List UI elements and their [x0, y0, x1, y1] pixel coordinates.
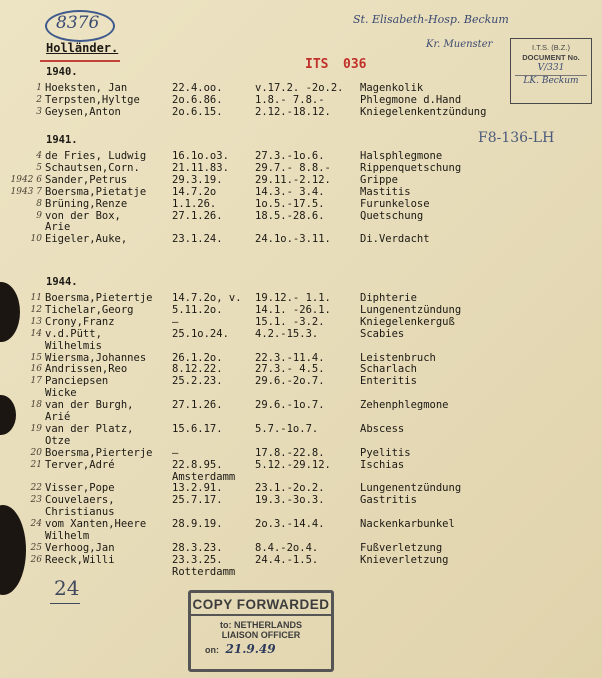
stay-dates: v.17.2. -2o.2. — [255, 82, 344, 94]
patient-name: v.d.Pütt, — [45, 327, 102, 340]
register-row — [0, 233, 602, 246]
patient-name: Arié — [45, 411, 71, 423]
diagnosis: Enteritis — [360, 375, 417, 388]
birth-date: 23.1.24. — [172, 233, 223, 246]
stay-dates: 24.4.-1.5. — [255, 553, 319, 566]
stay-dates: 19.3.-3o.3. — [255, 494, 325, 507]
diagnosis: Furunkelose — [360, 197, 430, 210]
row-mark: 5 — [36, 162, 42, 173]
diagnosis: Ischias — [360, 458, 405, 471]
patient-name: Eigeler,Auke, — [45, 233, 128, 246]
birth-date: 27.1.26. — [172, 209, 223, 222]
patient-name: von der Box, — [45, 209, 121, 222]
stay-dates: 22.3.-11.4. — [255, 351, 325, 364]
row-mark: 8 — [36, 198, 42, 209]
birth-date: 25.7.17. — [172, 494, 223, 507]
birth-date: Rotterdamm — [172, 565, 236, 578]
count-handwriting: 24 — [54, 576, 80, 600]
patient-name: Geysen,Anton — [45, 105, 121, 118]
patient-name: Hoeksten, Jan — [45, 82, 128, 94]
stay-dates: 27.3.-1o.6. — [255, 150, 325, 162]
stamp-title: COPY FORWARDED — [191, 597, 331, 616]
row-mark: 10 — [30, 234, 42, 245]
diagnosis: Scabies — [360, 327, 405, 340]
title-underline — [40, 60, 120, 62]
diagnosis: Phlegmone d.Hand — [360, 93, 462, 106]
register-row — [0, 106, 602, 119]
year-label: 1940. — [46, 66, 78, 78]
diagnosis: Quetschung — [360, 209, 424, 222]
patient-name: Wiersma,Johannes — [45, 351, 147, 364]
birth-date: 2o.6.15. — [172, 105, 223, 118]
birth-date: 25.1o.24. — [172, 327, 229, 340]
birth-date: — — [172, 446, 179, 459]
patient-name: Christianus — [45, 506, 115, 519]
patient-name: Crony,Franz — [45, 315, 115, 328]
birth-date: 26.1.2o. — [172, 351, 223, 364]
birth-date: 13.2.91. — [172, 482, 223, 495]
row-mark: 18 — [30, 400, 42, 411]
patient-name: Reeck,Willi — [45, 553, 115, 566]
reference-code-handwriting: F8-136-LH — [478, 130, 555, 146]
birth-date: 14.7.2o — [172, 185, 217, 198]
row-mark: 26 — [30, 554, 42, 565]
diagnosis: Gastritis — [360, 494, 417, 507]
patient-name: vom Xanten,Heere — [45, 518, 147, 531]
row-mark: 1 — [36, 83, 42, 93]
page-title: Holländer. — [46, 41, 119, 55]
birth-date: 29.3.19. — [172, 173, 223, 186]
stay-dates: 18.5.-28.6. — [255, 209, 325, 222]
stay-dates: 29.6.-2o.7. — [255, 375, 325, 388]
stamp-line1: to: NETHERLANDS — [220, 620, 302, 630]
register-row — [0, 566, 602, 579]
birth-date: 16.1o.o3. — [172, 150, 229, 162]
patient-name: Boersma,Pietatje — [45, 185, 147, 198]
row-mark: 2 — [36, 94, 42, 105]
stay-dates: 17.8.-22.8. — [255, 446, 325, 459]
row-mark: 20 — [30, 447, 42, 458]
diagnosis: Lungenentzündung — [360, 482, 462, 495]
stay-dates: 4.2.-15.3. — [255, 327, 319, 340]
row-mark: 4 — [36, 151, 42, 161]
patient-name: van der Platz, — [45, 422, 134, 435]
diagnosis: Rippenquetschung — [360, 161, 462, 174]
row-mark: 11 — [30, 293, 42, 303]
stamp-date-row — [205, 642, 331, 656]
stay-dates: 14.3.- 3.4. — [255, 185, 325, 198]
patient-name: Couvelaers, — [45, 494, 115, 507]
stay-dates: 5.12.-29.12. — [255, 458, 331, 471]
archive-place: LK. Beckum — [515, 75, 587, 86]
file-number: 8376 — [56, 13, 100, 33]
archive-document-label: DOCUMENT No. — [522, 53, 580, 62]
diagnosis: Kniegelenkerguß — [360, 315, 455, 328]
diagnosis: Leistenbruch — [360, 351, 436, 364]
patient-name: Visser,Pope — [45, 482, 115, 495]
row-mark: 25 — [30, 542, 42, 553]
birth-date: 27.1.26. — [172, 399, 223, 412]
diagnosis: Abscess — [360, 422, 405, 435]
row-mark: 1943 7 — [10, 186, 42, 197]
count-underline — [50, 603, 80, 604]
patient-name: Terpsten,Hyltge — [45, 93, 140, 106]
year-heading — [0, 66, 602, 79]
stay-dates: 8.4.-2o.4. — [255, 541, 319, 554]
patient-name: Boersma,Pietertje — [45, 292, 153, 304]
diagnosis: Nackenkarbunkel — [360, 518, 455, 531]
patient-name: van der Burgh, — [45, 399, 134, 412]
patient-name: Wilhelmis — [45, 339, 102, 352]
diagnosis: Fußverletzung — [360, 541, 443, 554]
archive-document-number: V/331 — [537, 63, 565, 73]
stamp-date: 21.9.49 — [225, 642, 276, 656]
diagnosis: Kniegelenkentzündung — [360, 105, 487, 118]
birth-date: 25.2.23. — [172, 375, 223, 388]
diagnosis: Scharlach — [360, 363, 417, 376]
birth-date: 22.8.95. — [172, 458, 223, 471]
stamp-line2: LIAISON OFFICER — [221, 630, 301, 640]
stay-dates: 14.1. -26.1. — [255, 303, 331, 316]
patient-name: Wicke — [45, 387, 77, 400]
stay-dates: 1.8.- 7.8.- — [255, 93, 325, 106]
row-mark: 16 — [30, 364, 42, 375]
patient-name: Schautsen,Corn. — [45, 161, 140, 174]
diagnosis: Diphterie — [360, 292, 417, 304]
stay-dates: 2o.3.-14.4. — [255, 518, 325, 531]
patient-name: Panciepsen — [45, 375, 109, 388]
diagnosis: Zehenphlegmone — [360, 399, 449, 412]
patient-name: Otze — [45, 434, 71, 447]
stay-dates: 29.11.-2.12. — [255, 173, 331, 186]
stay-dates: 5.7.-1o.7. — [255, 422, 319, 435]
birth-date: 22.4.oo. — [172, 82, 223, 94]
birth-date: 8.12.22. — [172, 363, 223, 376]
diagnosis: Di.Verdacht — [360, 233, 430, 246]
row-mark: 24 — [30, 519, 42, 530]
diagnosis: Mastitis — [360, 185, 411, 198]
stay-dates: 29.6.-1o.7. — [255, 399, 325, 412]
row-mark: 12 — [30, 304, 42, 315]
patient-name: de Fries, Ludwig — [45, 150, 147, 162]
row-mark: 1942 6 — [10, 174, 42, 185]
row-mark: 15 — [30, 352, 42, 363]
birth-date: 28.9.19. — [172, 518, 223, 531]
stamp-on-label: on: — [205, 645, 219, 655]
diagnosis: Lungenentzündung — [360, 303, 462, 316]
row-mark: 3 — [36, 106, 42, 117]
birth-date: 21.11.83. — [172, 161, 229, 174]
stay-dates: 29.7.- 8.8.- — [255, 161, 331, 174]
row-mark: 19 — [30, 423, 42, 434]
year-label: 1941. — [46, 134, 78, 146]
patient-name: Arie — [45, 221, 71, 234]
patient-name: Terver,Adré — [45, 458, 115, 471]
row-mark: 13 — [30, 316, 42, 327]
birth-date: 1.1.26. — [172, 197, 217, 210]
birth-date: 14.7.2o, v. — [172, 292, 242, 304]
stay-dates: 2.12.-18.12. — [255, 105, 331, 118]
hospital-handwriting-line2: Kr. Muenster — [426, 39, 493, 50]
row-mark: 22 — [30, 483, 42, 494]
birth-date: 23.3.25. — [172, 553, 223, 566]
stay-dates: 27.3.- 4.5. — [255, 363, 325, 376]
diagnosis: Pyelitis — [360, 446, 411, 459]
patient-name: Wilhelm — [45, 530, 90, 542]
patient-name: Brüning,Renze — [45, 197, 128, 210]
its-label: ITS — [305, 57, 329, 72]
row-mark: 23 — [30, 495, 42, 506]
copy-forwarded-stamp — [188, 590, 334, 672]
birth-date: Amsterdamm — [172, 470, 236, 483]
birth-date: 15.6.17. — [172, 422, 223, 435]
year-heading — [0, 276, 602, 289]
birth-date: 2o.6.86. — [172, 93, 223, 106]
patient-name: Sander,Petrus — [45, 173, 128, 186]
patient-name: Boersma,Pierterje — [45, 446, 153, 459]
diagnosis: Magenkolik — [360, 82, 424, 94]
birth-date: — — [172, 315, 179, 328]
row-mark: 17 — [30, 376, 42, 387]
birth-date: 5.11.2o. — [172, 303, 223, 316]
stay-dates: 24.1o.-3.11. — [255, 233, 331, 246]
stay-dates: 19.12.- 1.1. — [255, 292, 331, 304]
diagnosis: Grippe — [360, 173, 398, 186]
patient-name: Tichelar,Georg — [45, 303, 134, 316]
patient-name: Verhoog,Jan — [45, 541, 115, 554]
its-number: 036 — [343, 57, 367, 72]
year-label: 1944. — [46, 276, 78, 288]
stay-dates: 23.1.-2o.2. — [255, 482, 325, 495]
year-heading — [0, 134, 602, 147]
row-mark: 9 — [36, 210, 42, 221]
stay-dates: 1o.5.-17.5. — [255, 197, 325, 210]
hospital-handwriting-line1: St. Elisabeth-Hosp. Beckum — [353, 13, 509, 26]
row-mark: 14 — [30, 328, 42, 339]
patient-name: Andrissen,Reo — [45, 363, 128, 376]
diagnosis: Knieverletzung — [360, 553, 449, 566]
archive-label: I.T.S. (B.Z.) — [532, 43, 570, 52]
birth-date: 28.3.23. — [172, 541, 223, 554]
stay-dates: 15.1. -3.2. — [255, 315, 325, 328]
row-mark: 21 — [30, 459, 42, 470]
diagnosis: Halsphlegmone — [360, 150, 443, 162]
